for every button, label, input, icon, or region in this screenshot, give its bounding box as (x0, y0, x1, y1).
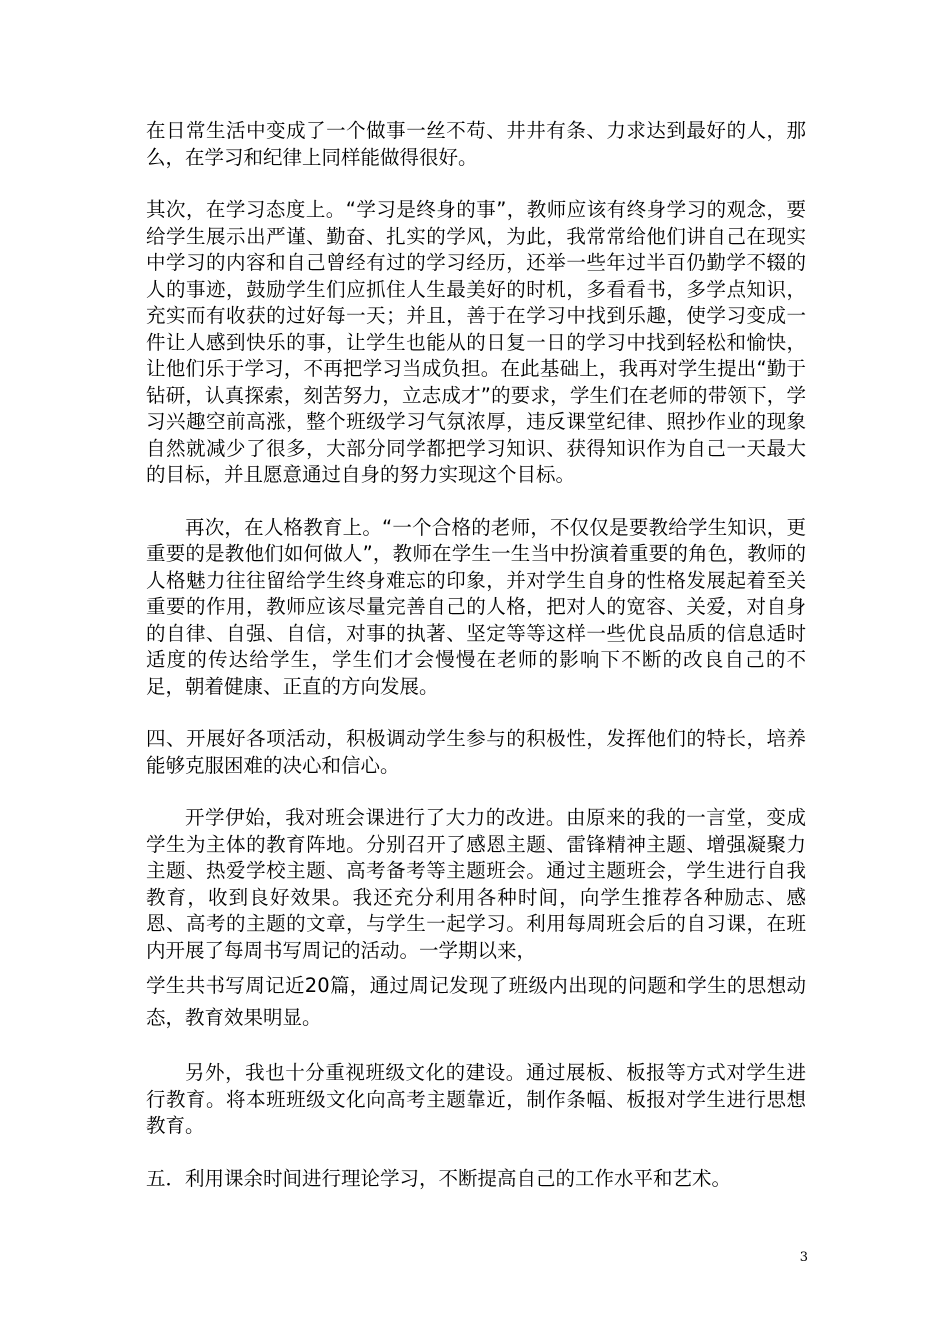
paragraph-weekly-journal: 学生共书写周记近20篇，通过周记发现了班级内出现的问题和学生的思想动态，教育效果明显。 (146, 974, 806, 1029)
heading-section-five: 五．利用课余时间进行理论学习，不断提高自己的工作水平和艺术。 (146, 1166, 732, 1190)
paragraph-daily-life: 在日常生活中变成了一个做事一丝不苟、井井有条、力求达到最好的人，那么，在学习和纪律上同样能做得很好。 (146, 119, 806, 169)
document-body (146, 118, 806, 1192)
paragraph-learning-attitude: 其次，在学习态度上。“学习是终身的事”，教师应该有终身学习的观念，要给学生展示出严谨、勤奋、扎实的学风，为此，我常常给他们讲自己在现实中学习的内容和自己曾经有过的学习经历，还举一些年过半百仍勤学不辍的人的事迹，鼓励学生们应抓住人生最美好的时机，多看看书，多学点知识，充实而有收获的过好每一天；并且，善于在学习中找到乐趣，使学习变成一件让人感到快乐的事，让学生也能从的日复一日的学习中找到轻松和愉快，让他们乐于学习，不再把学习当成负担。在此基础上，我再对学生提出“勤于钻研，认真探索，刻苦努力，立志成才”的要求，学生们在老师的带领下，学习兴趣空前高涨，整个班级学习气氛浓厚，违反课堂纪律、照抄作业的现象自然就减少了很多，大部分同学都把学习知识、获得知识作为自己一天最大的目标，并且愿意通过自身的努力实现这个目标。 (146, 198, 806, 486)
paragraph-class-culture: 另外，我也十分重视班级文化的建设。通过展板、板报等方式对学生进行教育。将本班班级文化向高考主题靠近，制作条幅、板报对学生进行思想教育。 (146, 1061, 806, 1137)
page-number: 3 (799, 1250, 808, 1265)
paragraph-personality-education: 再次，在人格教育上。“一个合格的老师，不仅仅是要教给学生知识，更重要的是教他们如何做人”，教师在学生一生当中扮演着重要的角色，教师的人格魅力往往留给学生终身难忘的印象，并对学生自身的性格发展起着至关重要的作用，教师应该尽量完善自己的人格，把对人的宽容、关爱，对自身的自律、自强、自信，对事的执著、坚定等等这样一些优良品质的信息适时适度的传达给学生，学生们才会慢慢在老师的影响下不断的改良自己的不足，朝着健康、正直的方向发展。 (146, 515, 806, 698)
heading-section-four: 四、开展好各项活动，积极调动学生参与的积极性，发挥他们的特长，培养能够克服困难的决心和信心。 (146, 727, 806, 777)
paragraph-class-meeting: 开学伊始，我对班会课进行了大力的改进。由原来的我的一言堂，变成学生为主体的教育阵地。分别召开了感恩主题、雷锋精神主题、增强凝聚力主题、热爱学校主题、高考备考等主题班会。通过主题班会，学生进行自我教育，收到良好效果。我还充分利用各种时间，向学生推荐各种励志、感恩、高考的主题的文章，与学生一起学习。利用每周班会后的自习课，在班内开展了每周书写周记的活动。一学期以来， (146, 806, 806, 962)
